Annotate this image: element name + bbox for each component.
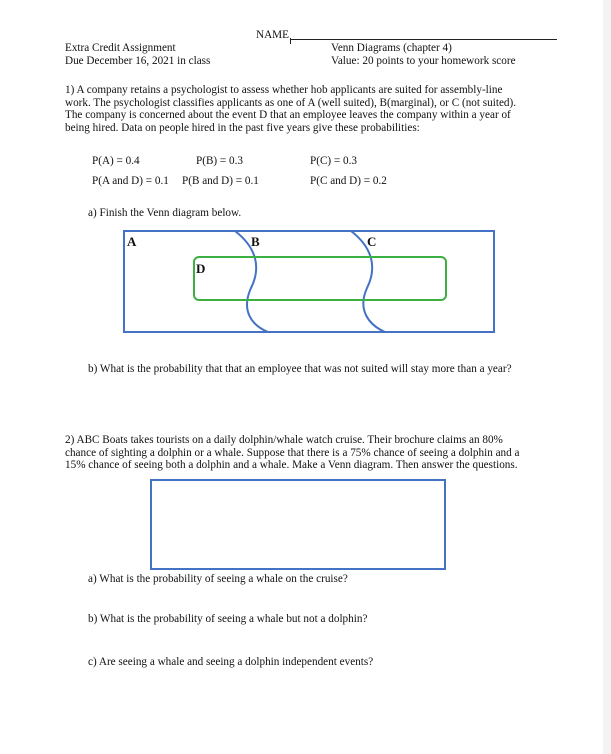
venn-label-c: C (367, 234, 377, 249)
due-date: Due December 16, 2021 in class (65, 55, 211, 67)
prob-c: P(C) = 0.3 (310, 155, 358, 167)
question-2-line: chance of sighting a dolphin or a whale. Suppose that there is a 75% chance of seeing a dolphin and a (65, 446, 520, 459)
question-2a: a) What is the probability of seeing a whale on the cruise? (88, 573, 348, 585)
question-1-text (65, 84, 516, 134)
name-label: NAME (256, 29, 289, 41)
prob-b: P(B) = 0.3 (196, 155, 244, 167)
venn-diagram (123, 230, 495, 333)
question-1a: a) Finish the Venn diagram below. (88, 207, 242, 219)
question-1-line: being hired. Data on people hired in the past five years give these probabilities: (65, 121, 420, 134)
assignment-value: Value: 20 points to your homework score (331, 55, 516, 67)
question-2-text (65, 434, 520, 472)
header-divider (290, 38, 291, 44)
question-2-line: 15% chance of seeing both a dolphin and a whale. Make a Venn diagram. Then answer the questions. (65, 459, 518, 472)
venn-label-b: B (251, 234, 260, 249)
venn-sample-space (124, 231, 494, 332)
venn-label-a: A (127, 234, 137, 249)
venn-answer-box (150, 479, 446, 570)
question-1-line: work. The psychologist classifies applicants as one of A (well suited), B(marginal), or C (not suited). (65, 96, 517, 109)
venn-label-d: D (196, 261, 206, 276)
prob-c-and-d: P(C and D) = 0.2 (310, 175, 387, 187)
question-2c: c) Are seeing a whale and seeing a dolphin independent events? (88, 656, 374, 668)
name-blank-line (291, 39, 557, 40)
question-1b: b) What is the probability that that an employee that was not suited will stay more than a year? (88, 363, 512, 375)
question-1-line: 1) A company retains a psychologist to assess whether hob applicants are suited for assembly-line (65, 84, 503, 96)
question-2b: b) What is the probability of seeing a whale but not a dolphin? (88, 613, 368, 625)
question-1-line: The company is concerned about the event D that an employee leaves the company within a year of (65, 109, 511, 122)
question-2-line: 2) ABC Boats takes tourists on a daily dolphin/whale watch cruise. Their brochure claims an 80% (65, 434, 503, 446)
prob-a-and-d: P(A and D) = 0.1 (92, 175, 169, 187)
assignment-title: Extra Credit Assignment (65, 42, 176, 54)
assignment-topic: Venn Diagrams (chapter 4) (331, 42, 452, 54)
prob-a: P(A) = 0.4 (92, 155, 140, 167)
prob-b-and-d: P(B and D) = 0.1 (182, 175, 259, 187)
